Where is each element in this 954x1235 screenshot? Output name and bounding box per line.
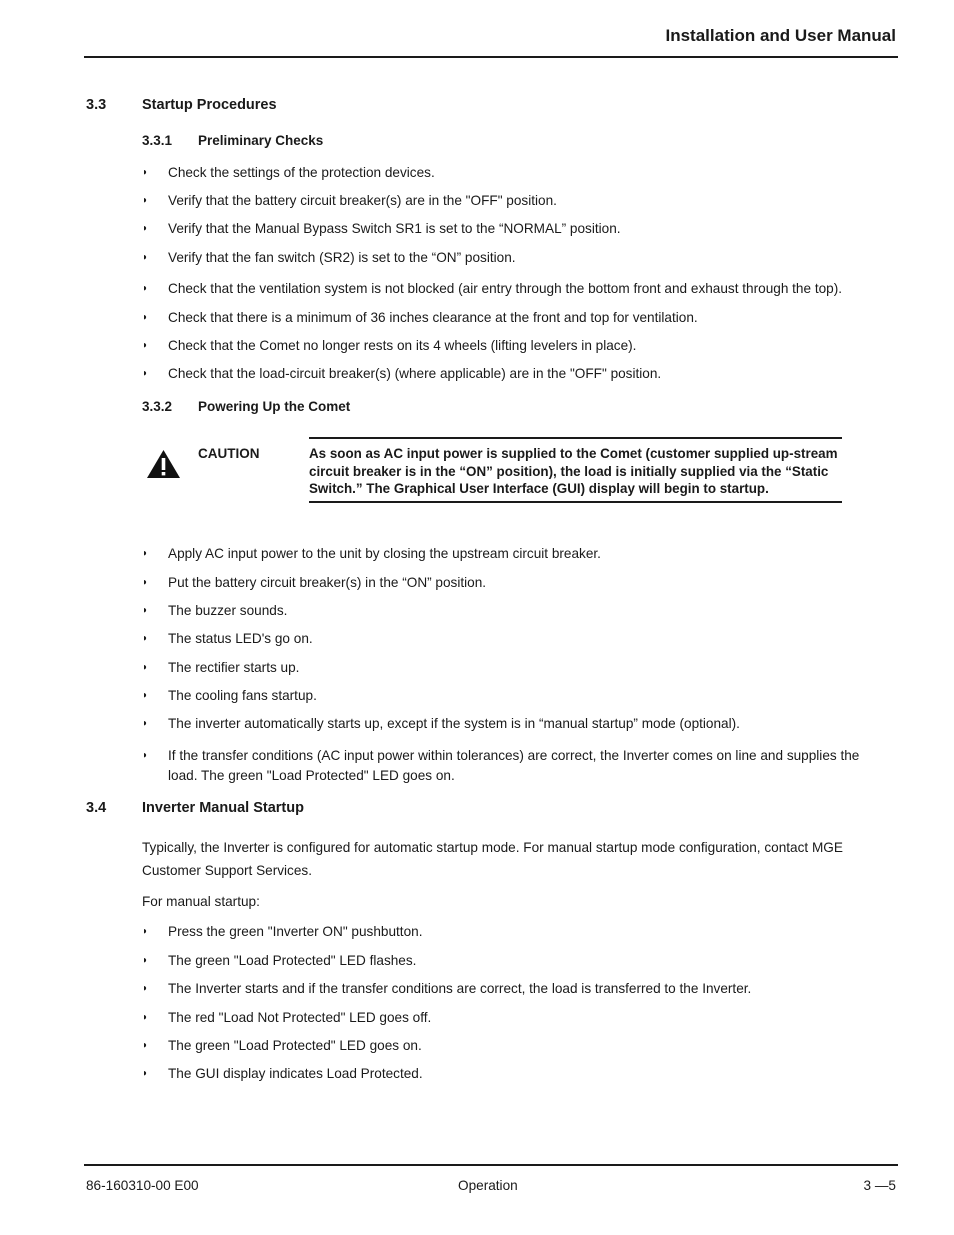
list-item: ◗ Apply AC input power to the unit by closing the upstream circuit breaker. [142, 544, 862, 564]
subsection-heading-3-3-1 [142, 133, 323, 148]
list-item: ◗ Check that the Comet no longer rests on its 4 wheels (lifting levelers in place). [142, 336, 862, 356]
intro-text: For manual startup: [142, 894, 260, 909]
list-item: ◗ The Inverter starts and if the transfer conditions are correct, the load is transferred to the Inverter. [142, 979, 862, 999]
subsection-title: Powering Up the Comet [198, 399, 351, 414]
list-item: ◗ Press the green "Inverter ON" pushbutton. [142, 922, 862, 942]
bullet-icon: ◗ [142, 252, 149, 263]
list-item: ◗ The red "Load Not Protected" LED goes off. [142, 1008, 862, 1028]
bullet-icon: ◗ [142, 368, 149, 379]
subsection-heading-3-3-2 [142, 399, 350, 414]
list-item: ◗ Verify that the fan switch (SR2) is set to the “ON” position. [142, 248, 862, 268]
bullet-icon: ◗ [142, 633, 149, 644]
list-item: ◗ Check that there is a minimum of 36 inches clearance at the front and top for ventilation. [142, 308, 862, 328]
bullet-icon: ◗ [142, 605, 149, 616]
list-item: ◗ The status LED's go on. [142, 629, 862, 649]
list-item: ◗ The inverter automatically starts up, except if the system is in “manual startup” mode (optional). [142, 714, 862, 734]
list-item: ◗ Check the settings of the protection devices. [142, 163, 862, 183]
bullet-icon: ◗ [142, 1040, 149, 1051]
bullet-icon: ◗ [142, 983, 149, 994]
body-paragraph: Typically, the Inverter is configured for automatic startup mode. For manual startup mode configuration, contact MGE Customer Support Services. [142, 840, 843, 878]
bullet-icon: ◗ [142, 662, 149, 673]
list-item: ◗ The cooling fans startup. [142, 686, 862, 706]
bullet-icon: ◗ [142, 926, 149, 937]
caution-label: CAUTION [198, 446, 260, 461]
bullet-icon: ◗ [142, 283, 149, 294]
footer-section: Operation [458, 1178, 518, 1193]
document-title: Installation and User Manual [665, 26, 896, 45]
bullet-icon: ◗ [142, 1012, 149, 1023]
list-item: ◗ Check that the ventilation system is not blocked (air entry through the bottom front and exhaust through the top). [142, 279, 862, 299]
subsection-title: Preliminary Checks [198, 133, 324, 148]
bullet-icon: ◗ [142, 195, 149, 206]
bullet-icon: ◗ [142, 548, 149, 559]
list-item: ◗ Verify that the battery circuit breaker(s) are in the "OFF" position. [142, 191, 862, 211]
list-item: ◗ The green "Load Protected" LED flashes. [142, 951, 862, 971]
page-footer [84, 1164, 898, 1196]
page-header [84, 24, 898, 58]
bullet-icon: ◗ [142, 955, 149, 966]
bullet-icon: ◗ [142, 167, 149, 178]
list-item: ◗ The GUI display indicates Load Protected. [142, 1064, 862, 1084]
list-item: ◗ Put the battery circuit breaker(s) in the “ON” position. [142, 573, 862, 593]
list-item: ◗ Check that the load-circuit breaker(s) (where applicable) are in the "OFF" position. [142, 364, 862, 384]
list-item: ◗ If the transfer conditions (AC input power within tolerances) are correct, the Inverter comes on line and supplies the load. The green "Load Protected" LED goes on. [142, 748, 860, 783]
list-item: ◗ The green "Load Protected" LED goes on. [142, 1036, 862, 1056]
bullet-icon: ◗ [142, 577, 149, 588]
bullet-icon: ◗ [142, 340, 149, 351]
list-item: ◗ The buzzer sounds. [142, 601, 862, 621]
bullet-icon: ◗ [142, 1068, 149, 1079]
document-number: 86-160310-00 E00 [86, 1178, 199, 1193]
list-item: ◗ The rectifier starts up. [142, 658, 862, 678]
section-title: Inverter Manual Startup [142, 800, 304, 816]
list-item: ◗ Verify that the Manual Bypass Switch SR1 is set to the “NORMAL” position. [142, 219, 862, 239]
warning-triangle-icon [146, 449, 181, 479]
bullet-icon: ◗ [142, 718, 149, 729]
bullet-icon: ◗ [142, 312, 149, 323]
section-number: 3.4 [86, 800, 107, 816]
section-heading-3-4 [86, 800, 304, 816]
page-number: 3 —5 [863, 1178, 896, 1193]
bullet-icon: ◗ [142, 690, 149, 701]
bullet-icon: ◗ [142, 223, 149, 234]
caution-message: As soon as AC input power is supplied to the Comet (customer supplied up-stream circuit breaker is in the “ON” position), the load is initially supplied via the “Static Switch.” The Graphical User Interface (GUI) display will begin to startup. [309, 437, 842, 503]
subsection-number: 3.3.1 [142, 133, 173, 148]
section-heading-3-3 [86, 97, 277, 113]
section-number: 3.3 [86, 97, 107, 113]
subsection-number: 3.3.2 [142, 399, 173, 414]
section-title: Startup Procedures [142, 97, 277, 113]
bullet-icon: ◗ [142, 750, 149, 761]
